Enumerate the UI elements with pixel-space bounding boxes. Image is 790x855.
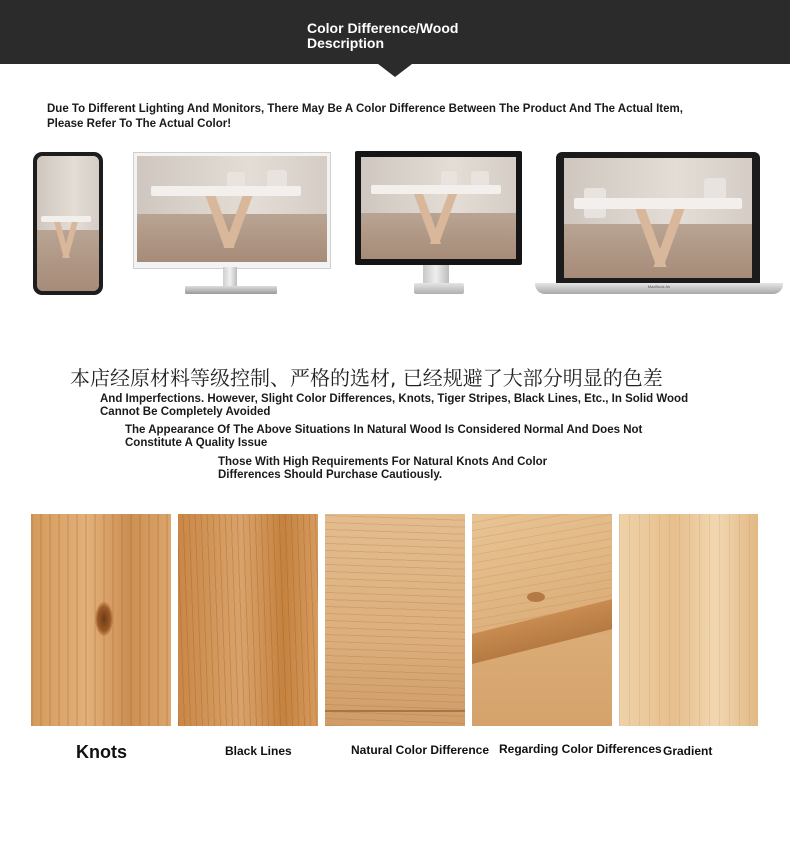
- phone-screen-photo: [37, 156, 99, 291]
- monitor-black-base: [414, 283, 464, 294]
- intro-line1: Due To Different Lighting And Monitors, There May Be A Color Difference Between The Product And The Actual Item,: [47, 103, 683, 115]
- wood-sample-gradient: [619, 514, 758, 726]
- monitor-white-base: [185, 286, 277, 294]
- header-title: [307, 21, 507, 51]
- notice-paragraph-3: [218, 456, 638, 482]
- monitor-white: [133, 152, 331, 269]
- wood-sample-black-lines: [178, 514, 318, 726]
- monitor-white-neck: [223, 267, 237, 287]
- notice-p1-line1: And Imperfections. However, Slight Color Differences, Knots, Tiger Stripes, Black Lines, Etc., In Solid Wood: [100, 393, 689, 405]
- laptop-base: [535, 283, 783, 294]
- wood-sample-knots: [31, 514, 171, 726]
- laptop-screen-photo: [564, 158, 752, 278]
- notice-p3-line2: Differences Should Purchase Cautiously.: [218, 469, 443, 481]
- monitor-white-screen-photo: [137, 156, 327, 262]
- notice-paragraph-2: [125, 424, 685, 450]
- wood-sample-natural-color-difference: [325, 514, 465, 726]
- caption-knots: Knots: [76, 742, 127, 762]
- notice-p2-line2: Constitute A Quality Issue: [125, 437, 268, 449]
- notice-p1-line2: Cannot Be Completely Avoided: [100, 406, 271, 418]
- caption-black-lines: Black Lines: [225, 744, 292, 758]
- monitor-black-screen-photo: [361, 157, 516, 259]
- notice-p2-line1: The Appearance Of The Above Situations In Natural Wood Is Considered Normal And Does Not: [125, 424, 643, 436]
- laptop-device: [556, 152, 760, 284]
- header-title-line2: Description: [307, 35, 385, 51]
- phone-device: [33, 152, 103, 295]
- notice-title-cn: 本店经原材料等级控制、严格的选材, 已经规避了大部分明显的色差: [70, 366, 663, 390]
- header-title-line1: Color Difference/Wood: [307, 20, 459, 36]
- caption-gradient: Gradient: [663, 744, 713, 758]
- intro-line2: Please Refer To The Actual Color!: [47, 118, 232, 130]
- intro-text: [47, 102, 747, 132]
- header-notch: [378, 64, 412, 77]
- caption-regarding-color-differences: Regarding Color Differences: [499, 742, 662, 756]
- monitor-black: [355, 151, 522, 265]
- notice-paragraph-1: [100, 393, 700, 419]
- laptop-brand-label: MacBook Air: [647, 284, 671, 289]
- monitor-black-neck: [423, 265, 449, 285]
- wood-knot: [95, 602, 113, 636]
- wood-sample-regarding-color-differences: [472, 514, 612, 726]
- caption-natural-color-difference: Natural Color Difference: [351, 743, 490, 757]
- notice-p3-line1: Those With High Requirements For Natural Knots And Color: [218, 456, 548, 468]
